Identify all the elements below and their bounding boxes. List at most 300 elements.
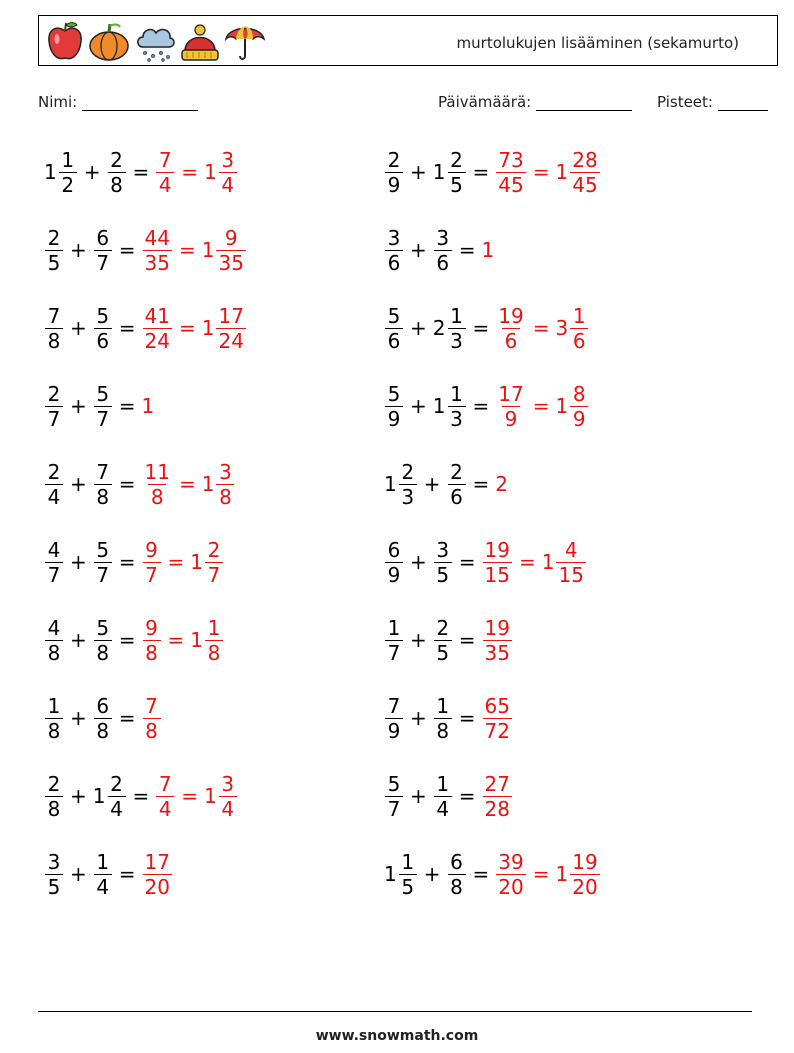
answer-improper-numerator: 65 (484, 693, 510, 718)
answer-improper-numerator: 19 (484, 615, 510, 640)
addend-b-numerator: 5 (96, 537, 110, 562)
answer-improper-fraction (143, 303, 172, 353)
answer-improper (495, 303, 526, 353)
addend-a-denominator: 4 (45, 484, 63, 507)
answer-equals-sign: = (178, 238, 196, 262)
addend-a (384, 225, 404, 275)
plus-sign: + (423, 472, 441, 496)
addend-a-fraction (45, 225, 63, 275)
answer-mixed-fraction (570, 147, 599, 197)
addend-b-fraction (94, 303, 112, 353)
answer-improper-numerator: 73 (498, 147, 524, 172)
addend-a-denominator: 9 (385, 718, 403, 741)
answer-mixed-numerator: 17 (218, 303, 244, 328)
equals-sign: = (118, 472, 136, 496)
addend-a-fraction (385, 225, 403, 275)
plus-sign: + (70, 238, 87, 262)
answer-mixed-numerator: 3 (219, 459, 232, 484)
problem-row (44, 532, 224, 592)
addend-b (433, 693, 453, 743)
answer-mixed-whole: 1 (541, 550, 555, 574)
rain-cloud-icon (133, 19, 177, 65)
addend-b-numerator: 2 (436, 615, 450, 640)
answer-equals-sign: = (518, 550, 536, 574)
plus-sign: + (410, 316, 427, 340)
addend-a-fraction (45, 693, 63, 743)
addend-b-numerator: 6 (450, 849, 463, 874)
answer-equals-sign: = (167, 628, 185, 652)
equals-sign: = (118, 238, 136, 262)
plus-sign: + (70, 784, 87, 808)
addend-a-denominator: 8 (45, 640, 63, 663)
addend-a (384, 537, 404, 587)
addend-b-numerator: 7 (96, 459, 110, 484)
answer-improper (142, 693, 162, 743)
answer (142, 537, 225, 587)
addend-b-denominator: 6 (434, 250, 452, 273)
addend-a-numerator: 1 (401, 849, 415, 874)
addend-b (433, 537, 453, 587)
addend-b-fraction (94, 537, 112, 587)
addend-b-denominator: 6 (94, 328, 112, 351)
answer-mixed (204, 147, 238, 197)
addend-a-denominator: 9 (385, 406, 403, 429)
addend-a-fraction (45, 381, 63, 431)
answer (142, 459, 236, 509)
addend-b-denominator: 5 (434, 640, 452, 663)
problem-row (384, 454, 509, 514)
addend-a-numerator: 6 (387, 537, 401, 562)
answer-improper-denominator: 8 (148, 484, 166, 507)
plus-sign: + (410, 160, 427, 184)
answer-mixed-whole: 1 (555, 160, 569, 184)
answer-improper-numerator: 41 (144, 303, 170, 328)
answer-improper-numerator: 17 (498, 381, 524, 406)
addend-b-denominator: 3 (448, 406, 466, 429)
answer-equals-sign: = (532, 160, 550, 184)
plus-sign: + (410, 706, 427, 730)
addend-a-numerator: 1 (61, 147, 75, 172)
answer-mixed-fraction (216, 459, 234, 509)
answer-mixed-denominator: 8 (205, 640, 223, 663)
answer-whole: 2 (495, 472, 508, 496)
addend-b-fraction (434, 537, 452, 587)
addend-b-fraction (108, 771, 126, 821)
equals-sign: = (458, 238, 476, 262)
score-blank (718, 96, 768, 111)
answer-mixed-numerator: 1 (572, 303, 586, 328)
answer-improper (155, 771, 175, 821)
answer-mixed (555, 303, 589, 353)
answer-mixed-numerator: 8 (572, 381, 586, 406)
answer (155, 771, 238, 821)
addend-b-denominator: 6 (448, 484, 466, 507)
answer-improper-numerator: 7 (158, 147, 172, 172)
problem-row (384, 376, 589, 436)
addend-b-fraction (94, 693, 112, 743)
addend-a-fraction (385, 303, 403, 353)
addend-a (44, 771, 64, 821)
addend-b (107, 147, 127, 197)
answer-mixed-denominator: 7 (205, 562, 223, 585)
addend-a-denominator: 8 (45, 718, 63, 741)
answer-mixed (541, 537, 587, 587)
answer (155, 147, 238, 197)
answer-improper-denominator: 8 (143, 718, 161, 741)
answer-improper-denominator: 4 (156, 172, 174, 195)
answer-mixed-whole: 1 (555, 394, 569, 418)
answer-improper-denominator: 24 (144, 328, 170, 353)
plus-sign: + (70, 316, 87, 340)
answer (482, 238, 496, 262)
addend-a-denominator: 5 (399, 874, 417, 897)
addend-a-numerator: 5 (387, 771, 401, 796)
addend-a (44, 537, 64, 587)
answer-improper-denominator: 4 (156, 796, 174, 819)
answer-mixed-fraction (219, 147, 237, 197)
date-field (438, 93, 632, 111)
problem-row (44, 220, 247, 280)
addend-a (44, 849, 64, 899)
answer-improper-denominator: 72 (484, 718, 510, 743)
addend-b-denominator: 4 (434, 796, 452, 819)
answer-mixed-numerator: 28 (572, 147, 598, 172)
answer-equals-sign: = (532, 862, 550, 886)
addend-a-whole: 1 (44, 160, 57, 184)
answer-improper-numerator: 9 (145, 537, 158, 562)
answer-improper-numerator: 11 (144, 459, 170, 484)
addend-a-denominator: 6 (385, 328, 403, 351)
plus-sign: + (70, 628, 87, 652)
addend-a-fraction (385, 771, 403, 821)
addend-b (432, 381, 467, 431)
worksheet-title: murtolukujen lisääminen (sekamurto) (456, 34, 739, 52)
answer (495, 303, 589, 353)
addend-a-fraction (385, 537, 403, 587)
answer-improper-numerator: 44 (144, 225, 170, 250)
answer-improper-denominator: 28 (484, 796, 510, 821)
answer-improper-numerator: 9 (145, 615, 158, 640)
footer-divider (38, 1011, 752, 1012)
equals-sign: = (118, 394, 136, 418)
addend-b-fraction (434, 225, 452, 275)
addend-a-denominator: 7 (45, 562, 63, 585)
answer (142, 225, 247, 275)
answer-improper-numerator: 19 (498, 303, 524, 328)
addend-b-numerator: 6 (96, 225, 110, 250)
addend-a-denominator: 8 (45, 796, 63, 819)
addend-b-fraction (448, 849, 466, 899)
answer-mixed-denominator: 45 (572, 172, 598, 197)
answer-improper-denominator: 7 (143, 562, 161, 585)
addend-a-fraction (45, 537, 63, 587)
addend-b-fraction (94, 381, 112, 431)
answer-mixed-whole: 3 (555, 316, 569, 340)
addend-b (447, 459, 467, 509)
answer-mixed (555, 381, 589, 431)
answer-equals-sign: = (181, 784, 199, 808)
equals-sign: = (118, 706, 136, 730)
answer-improper-fraction (483, 537, 512, 587)
problem-row (44, 298, 247, 358)
answer-mixed (201, 225, 247, 275)
plus-sign: + (410, 238, 427, 262)
addend-b-denominator: 8 (94, 484, 112, 507)
answer-improper-denominator: 20 (498, 874, 524, 899)
addend-b (93, 849, 113, 899)
addend-b-fraction (434, 615, 452, 665)
addend-a-denominator: 7 (385, 640, 403, 663)
addend-a-denominator: 8 (45, 328, 63, 351)
addend-a (384, 303, 404, 353)
answer-mixed-denominator: 24 (218, 328, 244, 353)
problem-row (384, 220, 495, 280)
answer-mixed-fraction (219, 771, 237, 821)
plus-sign: + (410, 550, 427, 574)
answer-whole: 1 (141, 394, 155, 418)
addend-a (384, 615, 404, 665)
answer-improper (142, 537, 162, 587)
plus-sign: + (70, 394, 87, 418)
problem-row (384, 766, 513, 826)
answer-mixed-whole: 1 (201, 316, 215, 340)
addend-a-fraction (45, 771, 63, 821)
answer-mixed-denominator: 9 (570, 406, 588, 429)
answer-improper-fraction (156, 771, 174, 821)
problem-row (44, 142, 238, 202)
answer (482, 537, 587, 587)
addend-b-numerator: 1 (436, 771, 450, 796)
answer-improper-fraction (143, 849, 172, 899)
answer-equals-sign: = (532, 316, 550, 340)
answer-mixed-denominator: 8 (216, 484, 234, 507)
plus-sign: + (410, 784, 427, 808)
answer-improper (482, 537, 513, 587)
addend-b (93, 303, 113, 353)
addend-b-numerator: 2 (110, 147, 123, 172)
addend-a-numerator: 5 (387, 381, 401, 406)
answer-mixed (555, 849, 600, 899)
addend-b-numerator: 5 (96, 615, 110, 640)
addend-b-fraction (94, 615, 112, 665)
answer-mixed-numerator: 3 (221, 147, 235, 172)
addend-a-whole: 1 (384, 472, 397, 496)
equals-sign: = (132, 160, 150, 184)
addend-b-denominator: 7 (94, 406, 112, 429)
answer-mixed-numerator: 19 (572, 849, 598, 874)
answer-mixed (190, 537, 224, 587)
addend-b-denominator: 4 (94, 874, 112, 897)
addend-b-whole: 1 (432, 394, 446, 418)
answer-improper-fraction (496, 381, 525, 431)
addend-a (384, 459, 418, 509)
addend-a-fraction (59, 147, 77, 197)
addend-b-whole: 2 (432, 316, 446, 340)
footer-site: www.snowmath.com (315, 1028, 479, 1044)
addend-b-denominator: 8 (434, 718, 452, 741)
answer-mixed (190, 615, 224, 665)
answer (495, 472, 509, 496)
addend-a-denominator: 9 (385, 562, 403, 585)
answer-mixed-whole: 1 (201, 238, 215, 262)
date-label: Päivämäärä: (438, 93, 532, 111)
answer-improper (482, 771, 513, 821)
addend-a-numerator: 1 (387, 615, 401, 640)
answer-mixed-fraction (570, 303, 588, 353)
answer-improper (495, 849, 526, 899)
equals-sign: = (458, 784, 476, 808)
answer-improper-denominator: 8 (143, 640, 161, 663)
answer-improper-fraction (496, 849, 525, 899)
answer (482, 615, 513, 665)
addend-a (384, 147, 404, 197)
answer-equals-sign: = (178, 316, 196, 340)
addend-b-denominator: 8 (448, 874, 466, 897)
problem-row (384, 844, 601, 904)
addend-b-numerator: 1 (450, 381, 463, 406)
addend-a-numerator: 2 (47, 381, 61, 406)
worksheet-header (38, 15, 778, 66)
answer-equals-sign: = (532, 394, 550, 418)
addend-b-numerator: 3 (436, 225, 450, 250)
addend-a-fraction (45, 849, 63, 899)
problem-row (384, 610, 513, 670)
addend-a-fraction (385, 147, 403, 197)
answer-mixed (201, 459, 236, 509)
addend-b-numerator: 1 (436, 693, 450, 718)
addend-b-fraction (448, 147, 466, 197)
answer-mixed-numerator: 1 (207, 615, 221, 640)
answer-mixed-fraction (556, 537, 585, 587)
answer-improper-numerator: 7 (145, 693, 158, 718)
addend-a-denominator: 6 (385, 250, 403, 273)
answer-improper (142, 225, 173, 275)
problem-row (384, 142, 601, 202)
addend-a-denominator: 3 (399, 484, 417, 507)
answer (142, 303, 247, 353)
answer (142, 615, 225, 665)
plus-sign: + (70, 862, 87, 886)
answer-improper-denominator: 35 (144, 250, 170, 275)
addend-b-numerator: 5 (96, 303, 110, 328)
answer-improper (142, 303, 173, 353)
addend-b-fraction (448, 303, 466, 353)
answer-mixed-fraction (205, 615, 223, 665)
answer-improper-fraction (143, 615, 161, 665)
addend-a-whole: 1 (384, 862, 397, 886)
answer-improper-fraction (483, 615, 512, 665)
addend-b (93, 381, 113, 431)
addend-b-whole: 1 (432, 160, 446, 184)
addend-a-fraction (45, 459, 63, 509)
score-field (657, 93, 768, 111)
equals-sign: = (458, 550, 476, 574)
addend-a (44, 303, 64, 353)
addend-b-denominator: 7 (94, 562, 112, 585)
addend-b-denominator: 8 (94, 640, 112, 663)
addend-b (433, 771, 453, 821)
answer-improper-fraction (143, 537, 161, 587)
equals-sign: = (472, 160, 490, 184)
answer-mixed (555, 147, 600, 197)
addend-b-denominator: 5 (448, 172, 466, 195)
answer-equals-sign: = (181, 160, 199, 184)
answer-improper-fraction (483, 693, 512, 743)
answer-mixed-whole: 1 (204, 784, 217, 808)
addend-a-denominator: 2 (59, 172, 77, 195)
umbrella-icon (223, 19, 267, 65)
addend-b-denominator: 3 (448, 328, 466, 351)
problem-row (44, 688, 162, 748)
addend-a-fraction (385, 693, 403, 743)
plus-sign: + (423, 862, 441, 886)
addend-a-fraction (399, 459, 417, 509)
answer-mixed-fraction (216, 303, 245, 353)
answer-improper (142, 615, 162, 665)
addend-b-fraction (94, 225, 112, 275)
addend-b-fraction (94, 459, 112, 509)
answer-mixed-whole: 1 (555, 862, 569, 886)
equals-sign: = (472, 862, 490, 886)
addend-b-denominator: 4 (108, 796, 126, 819)
answer-improper-fraction (483, 771, 512, 821)
name-label: Nimi: (38, 93, 78, 111)
answer-mixed-fraction (570, 381, 588, 431)
answer-mixed-fraction (205, 537, 223, 587)
addend-b (93, 537, 113, 587)
answer-improper (495, 381, 526, 431)
answer-mixed-whole: 1 (201, 472, 215, 496)
answer-mixed-numerator: 9 (224, 225, 238, 250)
answer-improper-fraction (143, 693, 161, 743)
answer-improper (142, 849, 173, 899)
equals-sign: = (118, 862, 136, 886)
answer-improper-fraction (143, 459, 172, 509)
answer-improper-fraction (496, 303, 525, 353)
problem-row (384, 298, 589, 358)
answer-mixed-whole: 1 (190, 550, 204, 574)
name-field (38, 93, 198, 111)
answer-mixed (204, 771, 238, 821)
addend-a-numerator: 3 (387, 225, 401, 250)
addend-a (44, 225, 64, 275)
pumpkin-icon (87, 19, 131, 65)
plus-sign: + (70, 472, 87, 496)
addend-a (44, 459, 64, 509)
addend-b-fraction (108, 147, 126, 197)
addend-b-denominator: 5 (434, 562, 452, 585)
addend-b (433, 225, 453, 275)
addend-a-numerator: 2 (401, 459, 415, 484)
addend-b-numerator: 2 (450, 459, 463, 484)
problem-row (44, 766, 238, 826)
addend-a (384, 381, 404, 431)
score-label: Pisteet: (657, 93, 713, 111)
addend-a (44, 615, 64, 665)
problem-row (44, 610, 224, 670)
answer-mixed-numerator: 4 (564, 537, 578, 562)
answer (142, 849, 173, 899)
addend-b (93, 459, 113, 509)
winter-hat-icon (179, 19, 221, 65)
addend-a (384, 771, 404, 821)
addend-a-fraction (385, 381, 403, 431)
plus-sign: + (70, 550, 87, 574)
addend-a-numerator: 4 (47, 615, 61, 640)
addend-a (384, 849, 418, 899)
addend-b-numerator: 5 (96, 381, 110, 406)
equals-sign: = (472, 316, 490, 340)
